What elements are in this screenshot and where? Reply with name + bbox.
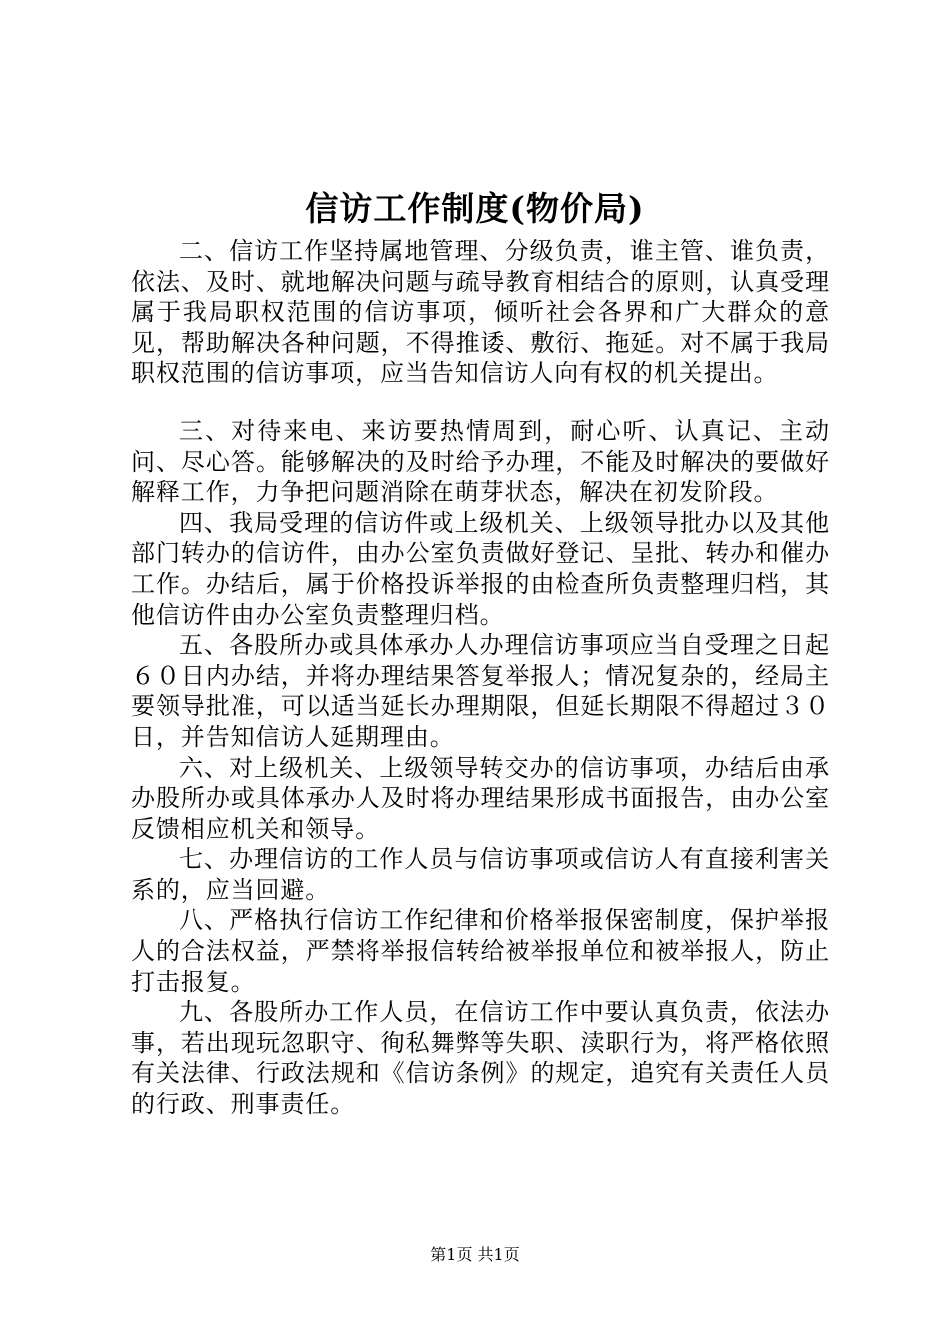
paragraph-8: 八、严格执行信访工作纪律和价格举报保密制度，保护举报人的合法权益，严禁将举报信转给被举报单位和被举报人，防止打击报复。 <box>131 906 830 996</box>
paragraph-9: 九、各股所办工作人员，在信访工作中要认真负责，依法办事，若出现玩忽职守、徇私舞弊等失职、渎职行为，将严格依照有关法律、行政法规和《信访条例》的规定，追究有关责任人员的行政、刑事责任。 <box>131 998 830 1119</box>
paragraph-6: 六、对上级机关、上级领导转交办的信访事项，办结后由承办股所办或具体承办人及时将办理结果形成书面报告，由办公室反馈相应机关和领导。 <box>131 753 830 843</box>
paragraph-2: 二、信访工作坚持属地管理、分级负责，谁主管、谁负责，依法、及时、就地解决问题与疏导教育相结合的原则，认真受理属于我局职权范围的信访事项，倾听社会各界和广大群众的意见，帮助解决各种问题，不得推诿、敷衍、拖延。对不属于我局职权范围的信访事项，应当告知信访人向有权的机关提出。 <box>131 237 830 388</box>
paragraph-3: 三、对待来电、来访要热情周到，耐心听、认真记、主动问、尽心答。能够解决的及时给予办理，不能及时解决的要做好解释工作，力争把问题消除在萌芽状态，解决在初发阶段。 <box>131 416 830 507</box>
document-body <box>131 236 830 1120</box>
paragraph-7: 七、办理信访的工作人员与信访事项或信访人有直接利害关系的，应当回避。 <box>131 845 830 904</box>
paragraph-4: 四、我局受理的信访件或上级机关、上级领导批办以及其他部门转办的信访件，由办公室负责做好登记、呈批、转办和催办工作。办结后，属于价格投诉举报的由检查所负责整理归档，其他信访件由办公室负责整理归档。 <box>131 508 830 629</box>
paragraph-5: 五、各股所办或具体承办人办理信访事项应当自受理之日起６０日内办结，并将办理结果答复举报人；情况复杂的，经局主要领导批准，可以适当延长办理期限，但延长期限不得超过３０日，并告知信访人延期理由。 <box>131 631 830 751</box>
document-title: 信访工作制度(物价局) <box>305 189 645 228</box>
page-footer: 第1页 共1页 <box>430 1245 520 1264</box>
